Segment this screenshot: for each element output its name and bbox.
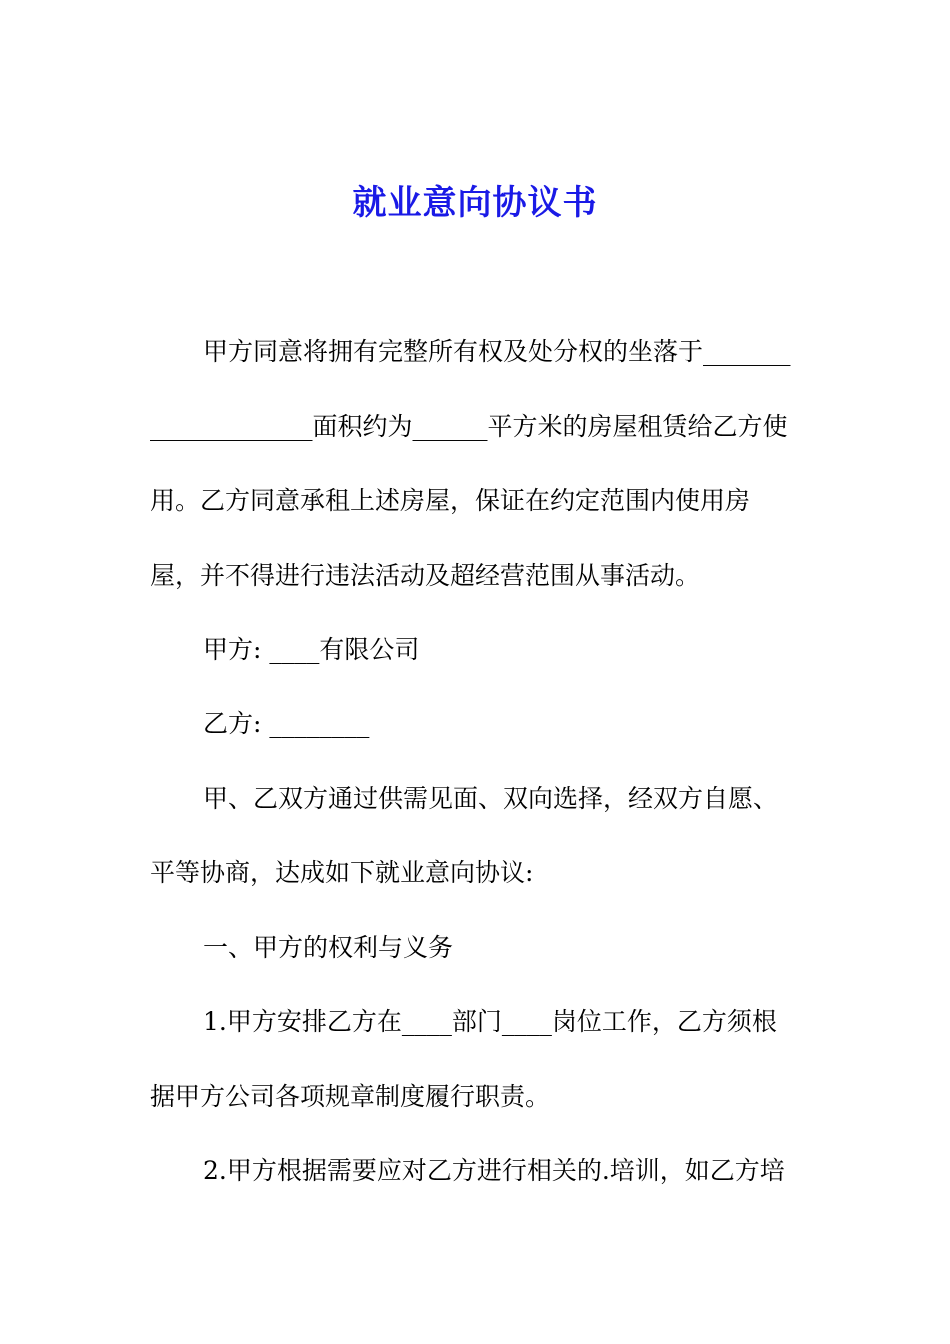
clause-1-line-1: 1.甲方安排乙方在____部门____岗位工作，乙方须根 — [203, 1007, 777, 1036]
paragraph-line-4: 屋，并不得进行违法活动及超经营范围从事活动。 — [150, 561, 701, 590]
paragraph-line-8: 平等协商，达成如下就业意向协议: — [150, 858, 534, 887]
section-heading: 一、甲方的权利与义务 — [203, 933, 454, 962]
document-title: 就业意向协议书 — [352, 183, 598, 223]
clause-1-line-2: 据甲方公司各项规章制度履行职责。 — [150, 1082, 551, 1111]
paragraph-line-2: _____________面积约为______平方米的房屋租赁给乙方使 — [150, 412, 788, 441]
paragraph-line-1: 甲方同意将拥有完整所有权及处分权的坐落于_______ — [203, 337, 791, 366]
party-a-line: 甲方: ____有限公司 — [203, 635, 420, 664]
party-b-line: 乙方: ________ — [203, 709, 370, 738]
clause-2-line-1: 2.甲方根据需要应对乙方进行相关的.培训，如乙方培 — [203, 1156, 785, 1185]
paragraph-line-3: 用。乙方同意承租上述房屋，保证在约定范围内使用房 — [150, 486, 751, 515]
paragraph-line-7: 甲、乙双方通过供需见面、双向选择，经双方自愿、 — [203, 784, 779, 813]
